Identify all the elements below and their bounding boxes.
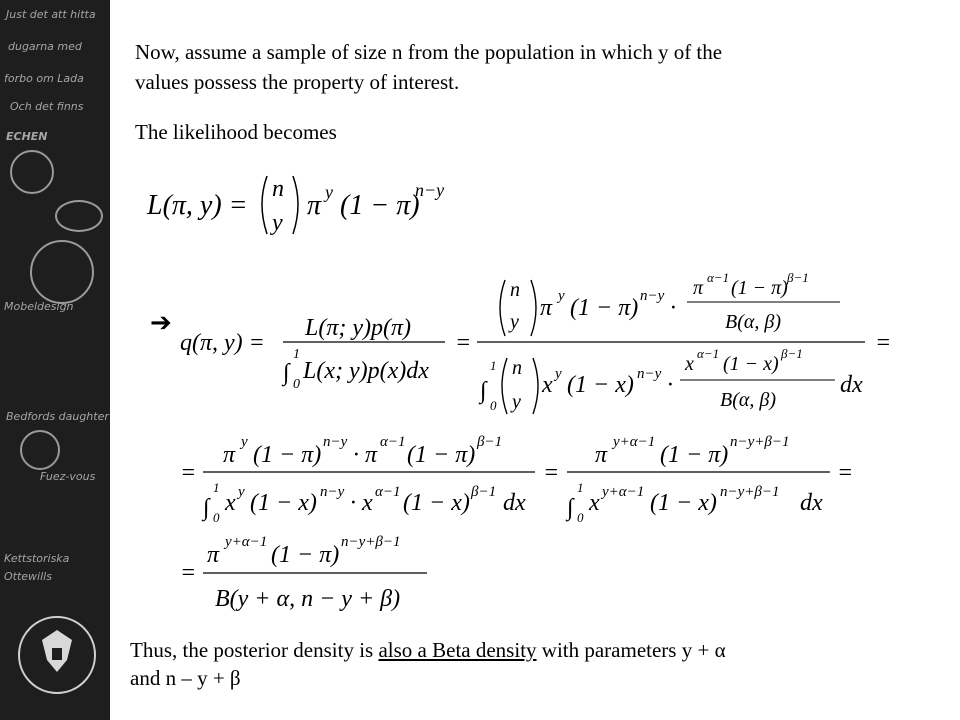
svg-text:0: 0 [490, 398, 497, 413]
svg-text:(1 − π): (1 − π) [407, 442, 476, 468]
svg-text:L(π, y) =: L(π, y) = [147, 190, 248, 221]
svg-text:·: · [670, 295, 676, 321]
svg-text:(1 − π): (1 − π) [570, 295, 639, 321]
svg-text:y: y [241, 434, 248, 450]
sidebar-doodle: Just det att hitta [6, 8, 96, 21]
svg-text:(1 − x): (1 − x) [567, 372, 634, 398]
svg-text:n−y: n−y [320, 484, 345, 500]
svg-text:=: = [180, 560, 197, 586]
svg-text:=: = [543, 460, 560, 486]
svg-text:∫: ∫ [283, 360, 290, 386]
chalkboard-sidebar [0, 0, 110, 720]
svg-text:(1 − π): (1 − π) [660, 442, 729, 468]
svg-text:π: π [595, 442, 608, 468]
svg-text:n−y+β−1: n−y+β−1 [730, 434, 790, 450]
svg-text:y: y [512, 391, 521, 413]
svg-text:π: π [540, 295, 553, 321]
svg-text:α−1: α−1 [697, 346, 720, 361]
sidebar-circle [20, 430, 60, 470]
svg-text:π: π [307, 190, 322, 221]
svg-text:n−y+β−1: n−y+β−1 [720, 484, 780, 500]
svg-text:∫: ∫ [203, 495, 210, 521]
svg-text:=: = [455, 330, 472, 356]
svg-text:1: 1 [490, 358, 497, 373]
svg-text:x: x [685, 353, 694, 375]
svg-text:y+α−1: y+α−1 [225, 534, 268, 550]
likelihood-equation [145, 168, 445, 243]
svg-text:dx: dx [800, 490, 823, 516]
svg-text:α−1: α−1 [380, 434, 406, 450]
svg-text:x: x [225, 490, 236, 516]
sidebar-circle [30, 240, 94, 304]
svg-text:(1 − π): (1 − π) [731, 277, 788, 299]
svg-text:π: π [223, 442, 236, 468]
svg-text:B(α, β): B(α, β) [725, 311, 781, 333]
svg-text:1: 1 [293, 347, 300, 362]
svg-text:1: 1 [213, 480, 220, 495]
svg-text:x: x [589, 490, 600, 516]
svg-text:y: y [272, 210, 283, 236]
svg-text:x: x [542, 372, 553, 398]
svg-text:(1 − x): (1 − x) [723, 353, 779, 375]
svg-text:dx: dx [840, 372, 863, 398]
university-logo [12, 600, 110, 710]
svg-text:y: y [555, 366, 562, 382]
svg-text:=: = [180, 460, 197, 486]
svg-text:β−1: β−1 [781, 346, 803, 361]
sidebar-doodle: Ottewills [4, 570, 52, 583]
sidebar-doodle: dugarna med [8, 40, 82, 53]
svg-text:∫: ∫ [567, 495, 574, 521]
svg-text:β−1: β−1 [471, 484, 497, 500]
svg-text:y: y [325, 182, 333, 202]
svg-text:0: 0 [293, 377, 300, 392]
svg-text:(1 − x): (1 − x) [650, 490, 717, 516]
likelihood-heading: The likelihood becomes [135, 120, 337, 144]
svg-text:β−1: β−1 [477, 434, 503, 450]
svg-text:n−y: n−y [323, 434, 348, 450]
sidebar-doodle: ECHEN [6, 130, 48, 143]
svg-text:B(α, β): B(α, β) [720, 389, 776, 411]
intro-line-2: values possess the property of interest. [135, 70, 460, 94]
svg-text:0: 0 [577, 510, 584, 525]
svg-text:· x: · x [350, 490, 373, 516]
svg-text:q(π, y) =: q(π, y) = [180, 330, 265, 356]
svg-text:n: n [272, 176, 284, 202]
svg-text:y+α−1: y+α−1 [613, 434, 656, 450]
svg-text:n: n [512, 357, 522, 379]
svg-text:=: = [875, 330, 892, 356]
svg-text:=: = [837, 460, 854, 486]
svg-text:(1 − x): (1 − x) [250, 490, 317, 516]
svg-text:n−y: n−y [415, 180, 445, 200]
svg-text:y: y [238, 484, 245, 500]
svg-text:y: y [558, 288, 565, 304]
svg-text:n−y+β−1: n−y+β−1 [341, 534, 401, 550]
svg-text:y+α−1: y+α−1 [602, 484, 645, 500]
sidebar-doodle: forbo om Lada [4, 72, 84, 85]
svg-text:∫: ∫ [480, 378, 487, 404]
svg-text:π: π [207, 542, 220, 568]
sidebar-doodle: Och det finns [10, 100, 84, 113]
svg-text:0: 0 [213, 510, 220, 525]
sidebar-circle [10, 150, 54, 194]
svg-text:(1 − π): (1 − π) [271, 542, 340, 568]
sidebar-doodle: Bedfords daughter [6, 410, 109, 423]
svg-text:n−y: n−y [637, 366, 662, 382]
conclusion-suffix: with parameters y + α [536, 638, 726, 662]
intro-line-1: Now, assume a sample of size n from the population in which y of the [135, 40, 723, 64]
svg-text:n: n [510, 279, 520, 301]
conclusion-line-1 [130, 636, 945, 664]
svg-text:(1 − π): (1 − π) [340, 190, 420, 221]
conclusion-line-2: and n – y + β [130, 666, 241, 690]
svg-text:y: y [510, 311, 519, 333]
posterior-derivation [175, 270, 905, 620]
svg-text:n−y: n−y [640, 288, 665, 304]
beta-density-phrase: also a Beta density [378, 638, 537, 662]
svg-text:α−1: α−1 [375, 484, 401, 500]
svg-text:1: 1 [577, 480, 584, 495]
svg-text:(1 − π): (1 − π) [253, 442, 322, 468]
svg-text:· π: · π [353, 442, 378, 468]
svg-text:dx: dx [503, 490, 526, 516]
svg-text:β−1: β−1 [787, 270, 809, 285]
svg-text:L(x; y)p(x)dx: L(x; y)p(x)dx [303, 358, 429, 384]
sidebar-doodle: Mobeldesign [4, 300, 74, 313]
implies-arrow-icon: ➔ [150, 308, 172, 338]
sidebar-doodle: Kettstoriska [4, 552, 70, 565]
conclusion-prefix: Thus, the posterior density is [130, 638, 379, 662]
svg-text:α−1: α−1 [707, 270, 730, 285]
sidebar-doodle: Fuez-vous [40, 470, 96, 483]
svg-text:L(π; y)p(π): L(π; y)p(π) [305, 315, 412, 341]
svg-text:·: · [667, 372, 673, 398]
sidebar-circle [55, 200, 103, 232]
svg-text:(1 − x): (1 − x) [403, 490, 470, 516]
svg-text:B(y + α, n − y + β): B(y + α, n − y + β) [215, 586, 401, 612]
svg-text:π: π [693, 277, 704, 299]
